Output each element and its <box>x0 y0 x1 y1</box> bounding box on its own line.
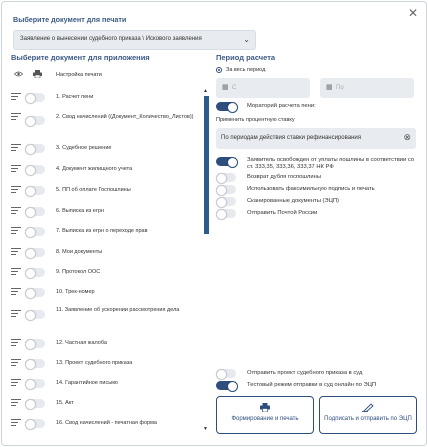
scrollbar-thumb[interactable] <box>204 96 209 234</box>
item-label: 14. Гарантийное письмо <box>56 380 118 386</box>
item-label: 1. Расчет пени <box>56 94 94 100</box>
item-toggle[interactable] <box>25 288 45 297</box>
rate-select[interactable] <box>216 128 416 149</box>
item-toggle[interactable] <box>25 359 45 368</box>
item-toggle[interactable] <box>25 116 45 125</box>
print-settings-label: Настройка печати <box>56 72 102 78</box>
scroll-down-arrow-icon[interactable]: ▼ <box>203 426 208 432</box>
attachments-heading: Выберите документ для приложения <box>11 53 150 62</box>
item-label: 9. Протокол ООС <box>56 269 101 275</box>
calendar-icon: ▦ <box>222 84 229 91</box>
item-toggle[interactable] <box>25 186 45 195</box>
moratorium-label: Мораторий расчета пени: <box>247 103 316 109</box>
item-label: 6. Выписка из егрн <box>56 208 104 214</box>
print-button-label: Формирование и печать <box>231 416 299 422</box>
test-mode-toggle[interactable] <box>216 381 236 390</box>
facsimile-label: Использовать факсимильную подпись и печать <box>247 186 375 192</box>
eye-icon[interactable] <box>14 71 23 79</box>
drag-handle-icon[interactable] <box>11 268 21 276</box>
print-button[interactable] <box>216 396 314 434</box>
scroll-up-arrow-icon[interactable]: ▲ <box>203 88 208 94</box>
item-toggle[interactable] <box>25 419 45 428</box>
drag-handle-icon[interactable] <box>11 207 21 215</box>
date-from-placeholder: С <box>232 85 237 91</box>
drag-handle-icon[interactable] <box>11 399 21 407</box>
item-toggle[interactable] <box>25 93 45 102</box>
document-type-value: Заявление о вынесении судебного приказа \ Искового заявления <box>20 36 202 42</box>
document-type-select[interactable] <box>13 30 256 50</box>
date-to-field[interactable] <box>320 78 414 98</box>
chevron-down-icon: ⌄ <box>243 35 250 44</box>
sign-send-button-label: Подписать и отправить по ЭЦП <box>324 416 412 422</box>
russian-post-toggle[interactable] <box>216 209 236 218</box>
print-settings-row <box>11 70 201 82</box>
moratorium-toggle[interactable] <box>216 102 236 111</box>
duplicate-fee-label: Возврат дубля госпошлины <box>247 174 321 180</box>
item-label: 16. Свод начислений - печатная форма <box>56 420 157 426</box>
drag-handle-icon[interactable] <box>11 93 21 101</box>
item-toggle[interactable] <box>25 248 45 257</box>
item-toggle[interactable] <box>25 310 45 319</box>
fee-exempt-label: Заявитель освобожден от уплаты пошлины в соответствии со ст. 333,35, 333,36, 333,37 НК РФ <box>247 157 415 170</box>
item-label: 8. Мои документы <box>56 249 103 255</box>
item-label: 5. ПП об оплате Госпошлины <box>56 187 131 193</box>
item-label: 7. Выписка из егрн о переходе прав <box>56 228 148 234</box>
item-toggle[interactable] <box>25 379 45 388</box>
printer-icon[interactable] <box>33 70 42 80</box>
item-label: 10. Трек-номер <box>56 289 95 295</box>
sign-send-button[interactable] <box>319 396 417 434</box>
drag-handle-icon[interactable] <box>11 165 21 173</box>
test-mode-label: Тестовый режим отправки в суд онлайн по ЭЦП <box>247 382 377 388</box>
russian-post-label: Отправить Почтой России <box>247 210 318 216</box>
item-label: 13. Проект судебного приказа <box>56 360 133 366</box>
drag-handle-icon[interactable] <box>11 186 21 194</box>
drag-handle-icon[interactable] <box>11 310 21 318</box>
send-to-court-label: Отправить проект судебного приказа в суд <box>247 370 363 376</box>
drag-handle-icon[interactable] <box>11 248 21 256</box>
scanned-docs-label: Сканированные документы (ЭЦП) <box>247 198 339 204</box>
drag-handle-icon[interactable] <box>11 379 21 387</box>
item-label: 2. Свод начислений ((Документ_Количество_Листов)) <box>56 114 194 120</box>
item-toggle[interactable] <box>25 207 45 216</box>
date-to-placeholder: По <box>336 85 344 91</box>
item-toggle[interactable] <box>25 399 45 408</box>
item-label: 4. Документ жилищного учета <box>56 166 133 172</box>
item-toggle[interactable] <box>25 339 45 348</box>
item-toggle[interactable] <box>25 227 45 236</box>
item-toggle[interactable] <box>25 144 45 153</box>
clear-icon[interactable]: ⊗ <box>403 132 411 142</box>
date-from-field[interactable] <box>216 78 310 98</box>
drag-handle-icon[interactable] <box>11 419 21 427</box>
item-label: 3. Судебное решение <box>56 145 112 151</box>
printer-icon <box>217 403 313 414</box>
drag-handle-icon[interactable] <box>11 339 21 347</box>
rate-select-value: По периодам действия ставки рефинансирования <box>221 135 361 141</box>
close-icon[interactable]: ✕ <box>407 6 418 20</box>
send-to-court-toggle[interactable] <box>216 369 236 378</box>
facsimile-toggle[interactable] <box>216 185 236 194</box>
drag-handle-icon[interactable] <box>11 288 21 296</box>
duplicate-fee-toggle[interactable] <box>216 173 236 182</box>
calendar-icon: ▦ <box>326 84 333 91</box>
drag-handle-icon[interactable] <box>11 359 21 367</box>
item-label: 11. Заявление об ускорении рассмотрения дела <box>56 307 180 313</box>
attachments-list <box>11 88 209 435</box>
whole-period-label: За весь период <box>226 67 266 73</box>
item-label: 12. Частная жалоба <box>56 340 107 346</box>
whole-period-radio[interactable] <box>216 67 222 73</box>
item-toggle[interactable] <box>25 268 45 277</box>
item-toggle[interactable] <box>25 165 45 174</box>
calc-period-heading: Период расчета <box>216 53 276 62</box>
signature-icon <box>320 403 416 414</box>
drag-handle-icon[interactable] <box>11 227 21 235</box>
item-label: 15. Акт <box>56 400 74 406</box>
scanned-docs-toggle[interactable] <box>216 197 236 206</box>
drag-handle-icon[interactable] <box>11 144 21 152</box>
rate-label: Применить процентную ставку <box>216 117 295 123</box>
fee-exempt-toggle[interactable] <box>216 157 236 166</box>
drag-handle-icon[interactable] <box>11 113 21 121</box>
print-document-heading: Выберите документ для печати <box>13 15 127 24</box>
